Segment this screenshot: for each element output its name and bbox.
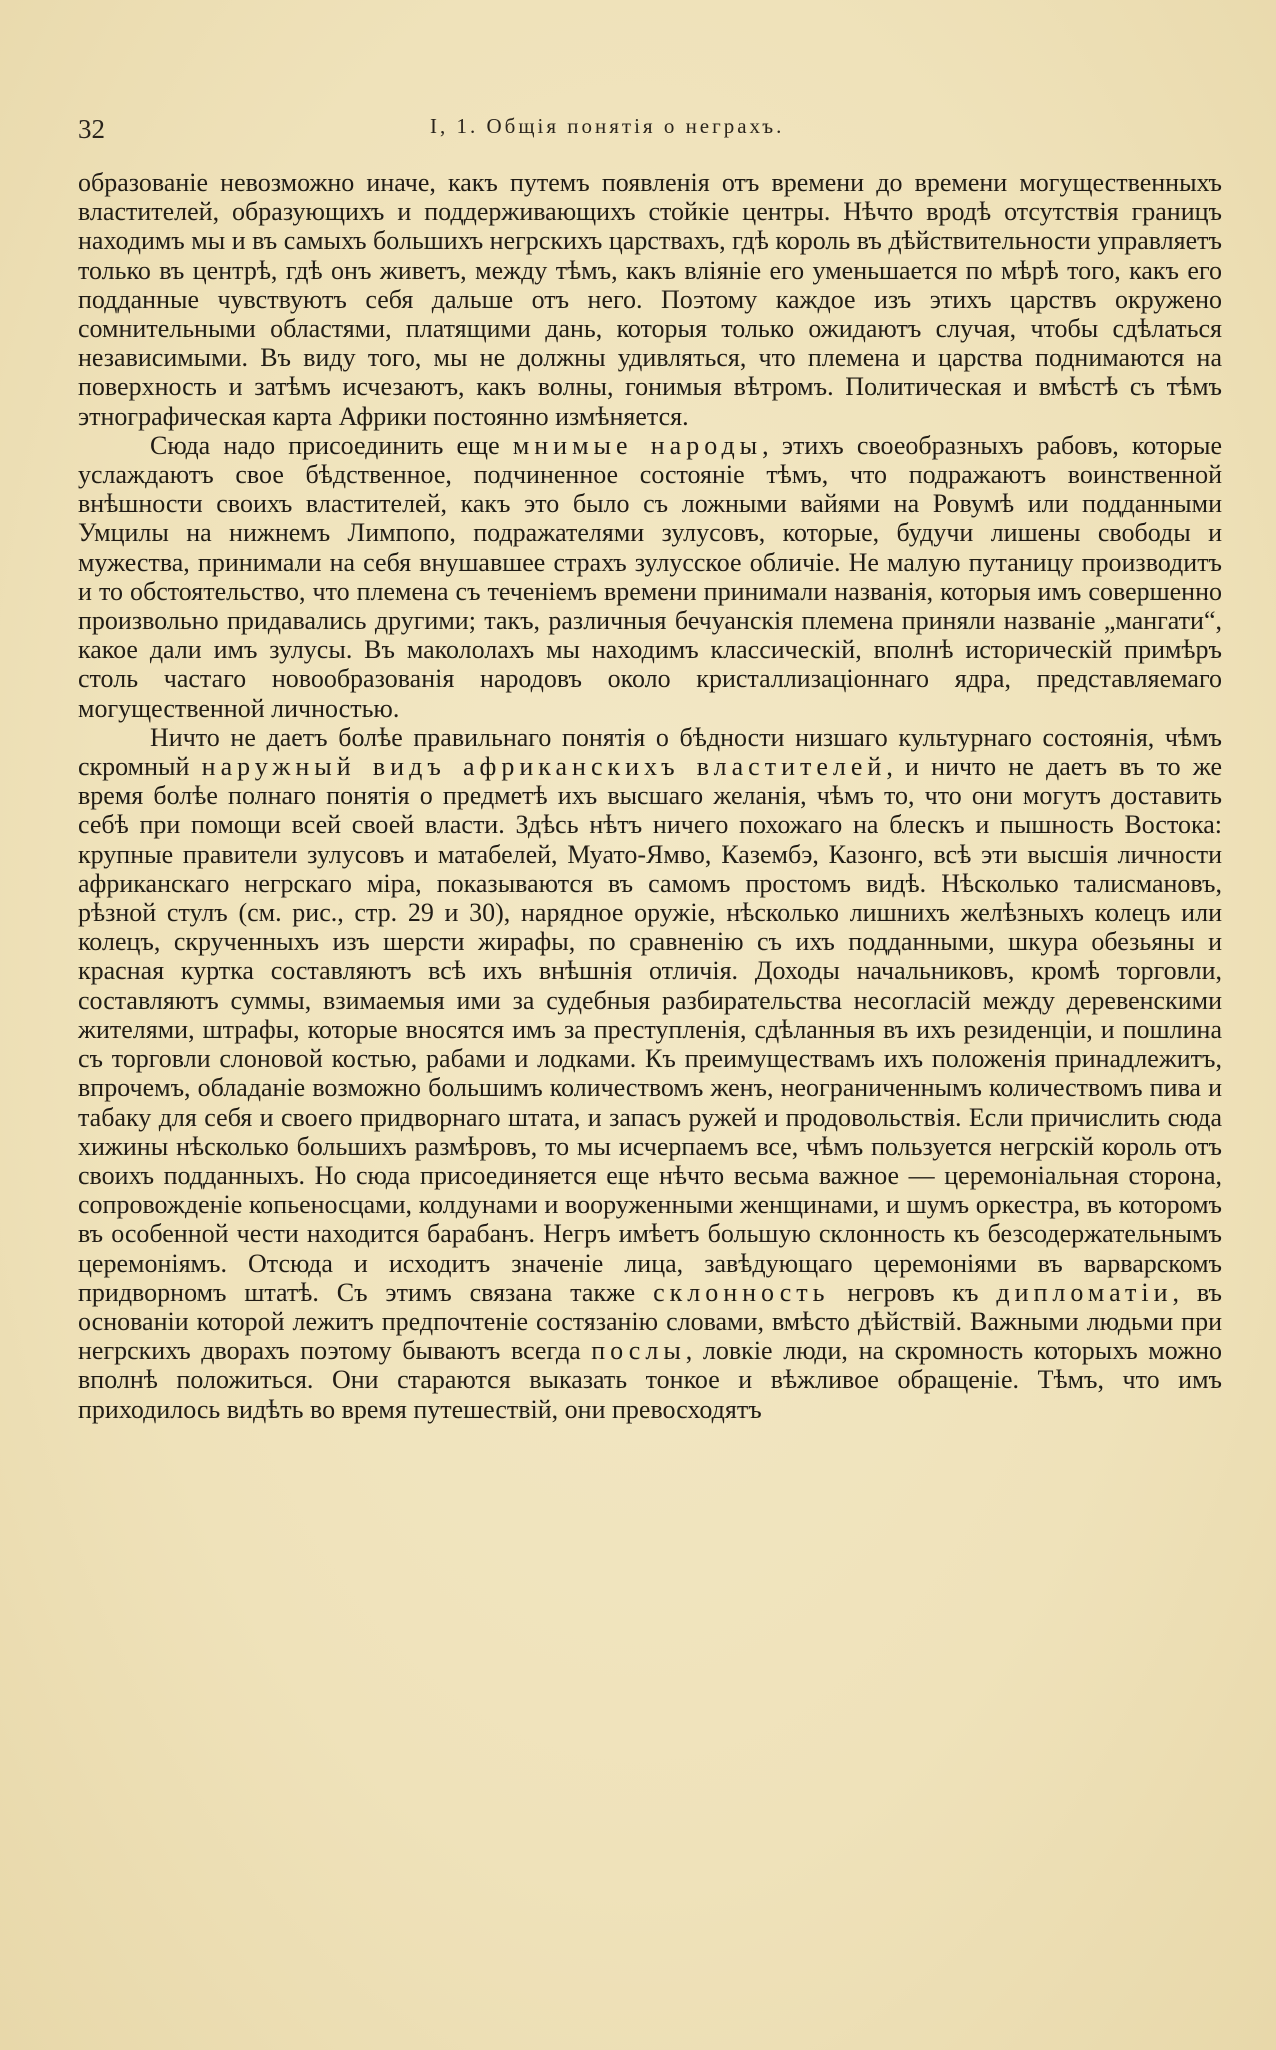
paragraph-3-text-after: , и ничто не даетъ въ то же время болѣе полнаго понятія о предметѣ ихъ высшаго желанія, чѣмъ то, что они могутъ доставить себѣ при помощи всей своей власти. Здѣсь нѣтъ ничего похожаго на блескъ и пышность Востока: крупные правители зулусовъ и матабелей, Муато-Ямво, Казембэ, Казонго, всѣ эти высшія личности африканскаго негрскаго міра, показываются въ самомъ простомъ видѣ. Нѣсколько талисмановъ, рѣзной стулъ (см. рис., стр. 29 и 30), нарядное оружіе, нѣсколько лишнихъ желѣзныхъ колецъ или колецъ, скрученныхъ изъ шерсти жирафы, по сравненію съ ихъ подданными, шкура обезьяны и красная куртка составляютъ всѣ ихъ внѣшнія отличія. Доходы начальниковъ, кромѣ торговли, составляютъ суммы, взимаемыя ими за судебныя разбирательства несогласій между деревенскими жителями, штрафы, которые вносятся имъ за преступленія, сдѣланныя въ ихъ резиденціи, и пошлина съ торговли слоновой костью, рабами и лодками. Къ преимуществамъ ихъ положенія принадлежитъ, впрочемъ, обладаніе возможно большимъ количествомъ женъ, неограниченнымъ количествомъ пива и табаку для себя и своего придворнаго штата, и запасъ ружей и продовольствія. Если причислить сюда хижины нѣсколько большихъ размѣровъ, то мы исчерпаемъ все, чѣмъ пользуется негрскій король отъ своихъ подданныхъ. Но сюда присоединяется еще нѣчто весьма важное — церемоніальная сторона, сопровожденіе копьеносцами, колдунами и вооруженными женщинами, и шумъ оркестра, въ которомъ въ особенной чести находится барабанъ. Негръ имѣетъ большую склонность къ безсодержательнымъ церемоніямъ. Отсюда и исходитъ значеніе лица, завѣдующаго церемоніями въ варварскомъ придворномъ штатѣ. Съ этимъ связана также [78,752,1222,1307]
paragraph-3-emphasis-4: послы [591,1336,686,1366]
paragraph-3 [78,723,1222,1424]
paragraph-3-text-after-2: негровъ къ [829,1277,997,1307]
paragraph-3-emphasis: наружный видъ африканскихъ властителей [201,752,887,782]
paragraph-2-text-after: , этихъ своеобразныхъ рабовъ, которые услаждаютъ свое бѣдственное, подчиненное состояніе тѣмъ, что подражаютъ воинственной внѣшности своихъ властителей, какъ это было съ ложными вайями на Ровумѣ или подданными Умцилы на нижнемъ Лимпопо, подражателями зулусовъ, которые, будучи лишены свободы и мужества, принимали на себя внушавшее страхъ зулусское обличіе. Не малую путаницу производитъ и то обстоятельство, что племена съ теченіемъ времени принимали названія, которыя имъ совершенно произвольно придавались другими; такъ, различныя бечуанскія племена приняли названіе „мангати“, какое дали имъ зулусы. Въ макололахъ мы находимъ классическій, вполнѣ историческій примѣръ столь частаго новообразованія народовъ около кристаллизаціоннаго ядра, представляемаго могущественной личностью. [78,430,1222,723]
paragraph-1-text: образованіе невозможно иначе, какъ путемъ появленія отъ времени до времени могущественныхъ властителей, образующихъ и поддерживающихъ стойкіе центры. Нѣчто вродѣ отсутствія границъ находимъ мы и въ самыхъ большихъ негрскихъ царствахъ, гдѣ король въ дѣйствительности управляетъ только въ центрѣ, гдѣ онъ живетъ, между тѣмъ, какъ вліяніе его уменьшается по мѣрѣ того, какъ его подданные чувствуютъ себя дальше отъ него. Поэтому каждое изъ этихъ царствъ окружено сомнительными областями, платящими дань, которыя только ожидаютъ случая, чтобы сдѣлаться независимыми. Въ виду того, мы не должны удивляться, что племена и царства поднимаются на поверхность и затѣмъ исчезаютъ, какъ волны, гонимыя вѣтромъ. Политическая и вмѣстѣ съ тѣмъ этнографическая карта Африки постоянно измѣняется. [78,168,1222,431]
paragraph-3-text-before: Ничто не даетъ болѣе правильнаго понятія о бѣдности низшаго культурнаго состоянія, чѣмъ скромный [78,722,1222,782]
body-text [78,168,1222,1424]
paragraph-3-text-after-3: , въ основаніи которой лежитъ предпочтеніе состязанію словами, вмѣсто дѣйствій. Важными людьми при негрскихъ дворахъ поэтому бываютъ всегда [78,1277,1222,1366]
paragraph-1 [78,168,1222,431]
paragraph-3-emphasis-3: дипломатіи [996,1277,1173,1307]
page-number: 32 [78,114,105,144]
paragraph-3-text-after-4: , ловкіе люди, на скромность которыхъ можно вполнѣ положиться. Они стараются выказать тонкое и вѣжливое обращеніе. Тѣмъ, что имъ приходилось видѣть во время путешествій, они превосходятъ [78,1336,1222,1424]
running-head-title: I, 1. Общія понятія о неграхъ. [430,114,785,138]
paragraph-2-text-before: Сюда надо присоединить еще [150,430,513,460]
running-head [78,112,1196,148]
paragraph-2 [78,431,1222,723]
paragraph-3-emphasis-2: склонность [653,1277,830,1307]
paragraph-2-emphasis: мнимые народы [512,430,763,460]
